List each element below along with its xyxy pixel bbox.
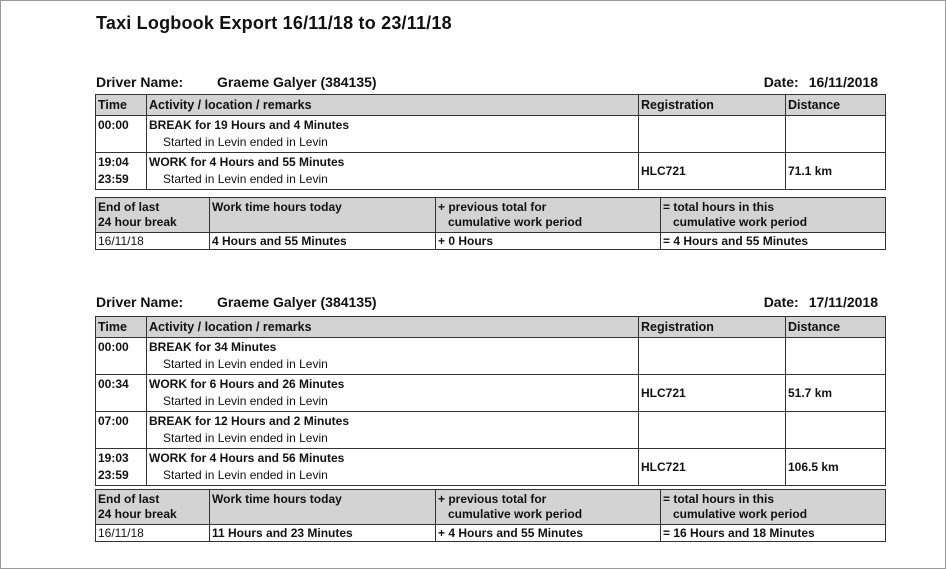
driver-name-value: Graeme Galyer (384135) xyxy=(217,74,377,90)
col-activity-header: Activity / location / remarks xyxy=(147,95,639,116)
driver-header xyxy=(96,292,884,312)
activity-table xyxy=(95,316,886,486)
summary-row xyxy=(96,525,886,542)
entry-distance xyxy=(786,338,886,375)
previous-total-header: + previous total for cumulative work period xyxy=(436,198,661,233)
col-time-header: Time xyxy=(96,95,147,116)
entry-time: 19:04 23:59 xyxy=(96,153,147,190)
col-time-header: Time xyxy=(96,317,147,338)
previous-total-header: + previous total for cumulative work period xyxy=(436,490,661,525)
summary-header-row xyxy=(96,198,886,233)
work-today-value: 4 Hours and 55 Minutes xyxy=(210,233,436,250)
total-hours-value: = 4 Hours and 55 Minutes xyxy=(661,233,886,250)
entry-activity: WORK for 6 Hours and 26 Minutes Started in Levin ended in Levin xyxy=(147,375,639,412)
entry-distance xyxy=(786,116,886,153)
entry-registration: HLC721 xyxy=(639,375,786,412)
total-hours-value: = 16 Hours and 18 Minutes xyxy=(661,525,886,542)
table-row xyxy=(96,153,886,190)
work-today-header: Work time hours today xyxy=(210,198,436,233)
date-label: Date: xyxy=(763,74,799,90)
total-hours-header: = total hours in this cumulative work period xyxy=(661,198,886,233)
entry-distance: 106.5 km xyxy=(786,449,886,486)
summary-header-row xyxy=(96,490,886,525)
entry-registration xyxy=(639,412,786,449)
table-row xyxy=(96,338,886,375)
col-distance-header: Distance xyxy=(786,95,886,116)
activity-table xyxy=(95,94,886,190)
entry-activity: BREAK for 34 Minutes Started in Levin ended in Levin xyxy=(147,338,639,375)
total-hours-header: = total hours in this cumulative work period xyxy=(661,490,886,525)
work-today-header: Work time hours today xyxy=(210,490,436,525)
summary-table xyxy=(95,197,886,250)
end-break-header: End of last 24 hour break xyxy=(96,198,210,233)
driver-name-label: Driver Name: xyxy=(96,74,184,90)
entry-activity: WORK for 4 Hours and 56 Minutes Started in Levin ended in Levin xyxy=(147,449,639,486)
entry-activity: BREAK for 19 Hours and 4 Minutes Started in Levin ended in Levin xyxy=(147,116,639,153)
col-activity-header: Activity / location / remarks xyxy=(147,317,639,338)
work-today-value: 11 Hours and 23 Minutes xyxy=(210,525,436,542)
entry-distance: 51.7 km xyxy=(786,375,886,412)
end-break-header: End of last 24 hour break xyxy=(96,490,210,525)
entry-registration xyxy=(639,338,786,375)
entry-time: 07:00 xyxy=(96,412,147,449)
entry-time: 00:34 xyxy=(96,375,147,412)
entry-registration: HLC721 xyxy=(639,153,786,190)
driver-name-value: Graeme Galyer (384135) xyxy=(217,294,377,310)
entry-distance: 71.1 km xyxy=(786,153,886,190)
entry-activity: BREAK for 12 Hours and 2 Minutes Started in Levin ended in Levin xyxy=(147,412,639,449)
previous-total-value: + 4 Hours and 55 Minutes xyxy=(436,525,661,542)
entry-registration: HLC721 xyxy=(639,449,786,486)
table-row xyxy=(96,116,886,153)
date-label: Date: xyxy=(763,294,799,310)
table-row xyxy=(96,412,886,449)
date-block xyxy=(764,294,878,310)
summary-row xyxy=(96,233,886,250)
previous-total-value: + 0 Hours xyxy=(436,233,661,250)
end-break-value: 16/11/18 xyxy=(96,525,210,542)
col-distance-header: Distance xyxy=(786,317,886,338)
driver-header xyxy=(96,72,884,92)
entry-registration xyxy=(639,116,786,153)
page-title: Taxi Logbook Export 16/11/18 to 23/11/18 xyxy=(96,13,452,33)
end-break-value: 16/11/18 xyxy=(96,233,210,250)
entry-distance xyxy=(786,412,886,449)
date-value: 16/11/2018 xyxy=(808,74,878,90)
col-registration-header: Registration xyxy=(639,95,786,116)
activity-header-row xyxy=(96,317,886,338)
date-block xyxy=(764,74,878,90)
table-row xyxy=(96,375,886,412)
entry-time: 00:00 xyxy=(96,116,147,153)
entry-activity: WORK for 4 Hours and 55 Minutes Started in Levin ended in Levin xyxy=(147,153,639,190)
date-value: 17/11/2018 xyxy=(808,294,878,310)
summary-table xyxy=(95,489,886,542)
entry-time: 00:00 xyxy=(96,338,147,375)
table-row xyxy=(96,449,886,486)
driver-name-label: Driver Name: xyxy=(96,294,184,310)
entry-time: 19:03 23:59 xyxy=(96,449,147,486)
activity-header-row xyxy=(96,95,886,116)
col-registration-header: Registration xyxy=(639,317,786,338)
